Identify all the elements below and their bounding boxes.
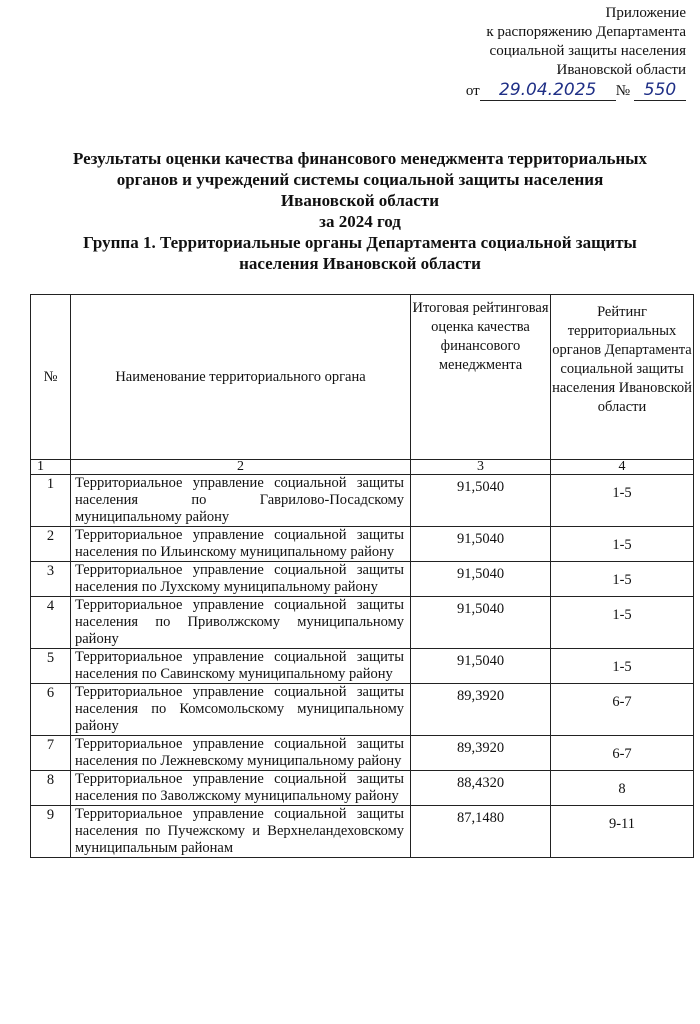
group-title-line: населения Ивановской области xyxy=(239,254,481,273)
column-number: 4 xyxy=(551,460,694,475)
row-number: 1 xyxy=(31,475,71,527)
date-number-line xyxy=(466,80,686,101)
score-value: 91,5040 xyxy=(411,597,551,649)
score-value: 91,5040 xyxy=(411,527,551,562)
row-number: 7 xyxy=(31,736,71,771)
annex-line: к распоряжению Департамента xyxy=(486,24,686,40)
rank-value: 1-5 xyxy=(551,649,694,684)
date-prefix: от xyxy=(465,83,480,99)
row-number: 4 xyxy=(31,597,71,649)
table-header-row xyxy=(31,295,694,460)
row-number: 8 xyxy=(31,771,71,806)
table-row xyxy=(31,771,694,806)
column-number-row xyxy=(31,460,694,475)
score-value: 88,4320 xyxy=(411,771,551,806)
table-row xyxy=(31,475,694,527)
table-row xyxy=(31,527,694,562)
row-number: 5 xyxy=(31,649,71,684)
row-number: 6 xyxy=(31,684,71,736)
rank-value: 1-5 xyxy=(551,562,694,597)
row-number: 3 xyxy=(31,562,71,597)
row-number: 2 xyxy=(31,527,71,562)
table-row xyxy=(31,562,694,597)
rank-value: 6-7 xyxy=(551,684,694,736)
score-value: 89,3920 xyxy=(411,684,551,736)
column-number: 3 xyxy=(411,460,551,475)
score-value: 91,5040 xyxy=(411,562,551,597)
document-title xyxy=(40,148,680,274)
organ-name: Территориальное управление социальной защиты населения по Приволжскому муниципальному району xyxy=(71,597,411,649)
column-header-name: Наименование территориального органа xyxy=(71,295,411,460)
column-number: 2 xyxy=(71,460,411,475)
organ-name: Территориальное управление социальной защиты населения по Лежневскому муниципальному району xyxy=(71,736,411,771)
title-line: Ивановской области xyxy=(280,191,440,210)
score-value: 89,3920 xyxy=(411,736,551,771)
organ-name: Территориальное управление социальной защиты населения по Савинскому муниципальному району xyxy=(71,649,411,684)
title-line: Результаты оценки качества финансового менеджмента территориальных xyxy=(72,149,648,168)
score-value: 87,1480 xyxy=(411,806,551,858)
organ-name: Территориальное управление социальной защиты населения по Пучежскому и Верхнеландеховскому муниципальным районам xyxy=(71,806,411,858)
column-header-number: № xyxy=(31,295,71,460)
table-row xyxy=(31,597,694,649)
annex-line: Приложение xyxy=(605,5,686,21)
row-number: 9 xyxy=(31,806,71,858)
table-row xyxy=(31,684,694,736)
table-row xyxy=(31,806,694,858)
column-header-rank: Рейтинг территориальных органов Департамента социальной защиты населения Ивановской области xyxy=(551,295,694,460)
handwritten-date: 29.04.2025 xyxy=(480,80,616,101)
column-header-score: Итоговая рейтинговая оценка качества финансового менеджмента xyxy=(411,295,551,460)
organ-name: Территориальное управление социальной защиты населения по Лухскому муниципальному району xyxy=(71,562,411,597)
rank-value: 1-5 xyxy=(551,527,694,562)
score-value: 91,5040 xyxy=(411,475,551,527)
annex-line: Ивановской области xyxy=(556,62,686,78)
rank-value: 1-5 xyxy=(551,597,694,649)
rating-table xyxy=(30,294,694,858)
rank-value: 9-11 xyxy=(551,806,694,858)
table-row xyxy=(31,736,694,771)
score-value: 91,5040 xyxy=(411,649,551,684)
rank-value: 6-7 xyxy=(551,736,694,771)
rank-value: 1-5 xyxy=(551,475,694,527)
organ-name: Территориальное управление социальной защиты населения по Комсомольскому муниципальному району xyxy=(71,684,411,736)
rank-value: 8 xyxy=(551,771,694,806)
annex-header xyxy=(466,4,686,101)
organ-name: Территориальное управление социальной защиты населения по Гаврилово-Посадскому муниципальному району xyxy=(71,475,411,527)
organ-name: Территориальное управление социальной защиты населения по Заволжскому муниципальному району xyxy=(71,771,411,806)
annex-line: социальной защиты населения xyxy=(489,43,686,59)
table-row xyxy=(31,649,694,684)
title-line: за 2024 год xyxy=(319,212,401,231)
column-number: 1 xyxy=(31,460,71,475)
organ-name: Территориальное управление социальной защиты населения по Ильинскому муниципальному району xyxy=(71,527,411,562)
title-line: органов и учреждений системы социальной защиты населения xyxy=(116,170,604,189)
handwritten-number: 550 xyxy=(634,80,686,101)
number-prefix: № xyxy=(615,83,630,99)
group-title-line: Группа 1. Территориальные органы Департамента социальной защиты xyxy=(83,233,637,252)
